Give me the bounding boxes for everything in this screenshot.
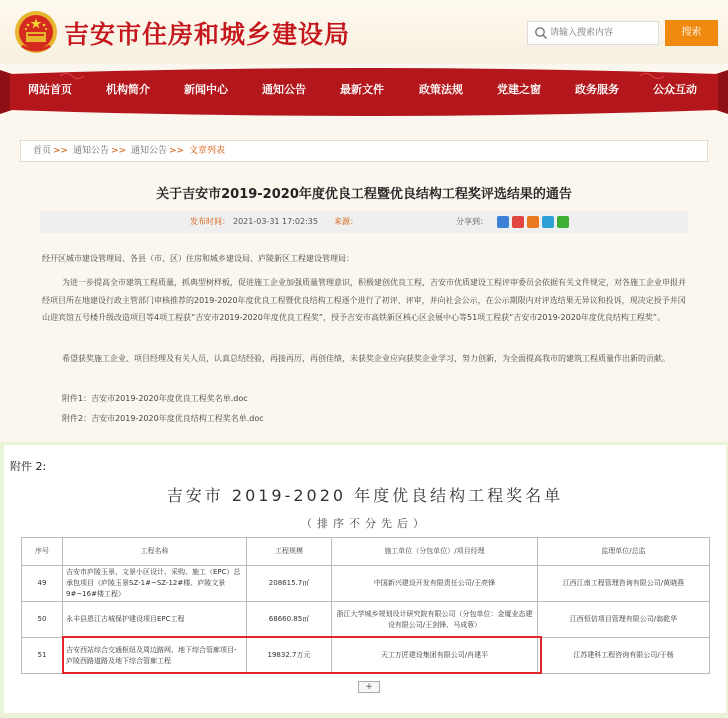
breadcrumb-separator: >> bbox=[111, 146, 127, 156]
cell-supervisor: 江西江南工程管理咨询有限公司/黄晓燕 bbox=[538, 566, 710, 602]
cell-builder: 天工万匠建设集团有限公司/肖建平 bbox=[332, 638, 538, 674]
cell-no: 49 bbox=[22, 566, 63, 602]
nav-item-latest-files[interactable]: 最新文件 bbox=[340, 83, 384, 96]
share-label: 分享到： bbox=[456, 217, 488, 226]
wechat-icon[interactable] bbox=[557, 216, 569, 228]
breadcrumb-separator: >> bbox=[53, 146, 69, 156]
nav-item-news[interactable]: 新闻中心 bbox=[184, 83, 228, 96]
nav-item-policies[interactable]: 政策法规 bbox=[419, 83, 463, 96]
attachment-link-2[interactable]: 附件2：吉安市2019-2020年度优良结构工程奖名单.doc bbox=[62, 414, 264, 423]
cell-scale: 68660.85㎡ bbox=[247, 602, 332, 638]
cell-supervisor: 江西恒信项目管理有限公司/翁乾华 bbox=[538, 602, 710, 638]
breadcrumb-separator: >> bbox=[168, 146, 185, 156]
table-row bbox=[22, 602, 710, 638]
document-subtitle: （排序不分先后） bbox=[301, 517, 429, 530]
search-input[interactable] bbox=[550, 24, 656, 42]
site-title: 吉安市住房和城乡建设局 bbox=[64, 20, 351, 49]
search-box[interactable] bbox=[527, 21, 659, 45]
column-header: 监理单位/总监 bbox=[538, 538, 710, 566]
breadcrumb-notices[interactable]: 通知公告 bbox=[72, 146, 109, 156]
table-header-row bbox=[22, 538, 710, 566]
column-header: 序号 bbox=[22, 538, 63, 566]
nav-item-public-interaction[interactable]: 公众互动 bbox=[653, 83, 697, 96]
column-header: 工程名称 bbox=[63, 538, 247, 566]
table-row bbox=[22, 566, 710, 602]
cell-scale: 208615.7㎡ bbox=[247, 566, 332, 602]
nav-item-home[interactable]: 网站首页 bbox=[28, 83, 72, 96]
document-title: 吉安市 2019-2020 年度优良结构工程奖名单 bbox=[166, 486, 564, 505]
weibo-icon[interactable] bbox=[512, 216, 524, 228]
main-nav bbox=[0, 64, 728, 119]
cell-project-name: 永丰县恩江古城保护建设项目EPC工程 bbox=[63, 602, 247, 638]
search-button[interactable]: 搜索 bbox=[665, 20, 718, 46]
cell-no: 51 bbox=[22, 638, 63, 674]
publish-date-label: 发布时间： bbox=[190, 217, 230, 226]
renren-icon[interactable] bbox=[527, 216, 539, 228]
column-header: 工程规模 bbox=[247, 538, 332, 566]
tencent-weibo-icon[interactable] bbox=[542, 216, 554, 228]
article-meta-bar bbox=[40, 211, 688, 233]
nav-item-about[interactable]: 机构简介 bbox=[106, 83, 150, 96]
cell-builder: 浙江大学城乡规划设计研究院有限公司（分包单位：金厦业态建设有限公司/王剑锋、马成蓉） bbox=[332, 602, 538, 638]
article-paragraph: 为进一步提高全市建筑工程质量，抓典型树样板，促进施工企业加强质量管理意识，积极建创优良工程，吉安市优质建设工程评审委员会依据有关文件规定，对各施工企业申报并经项目所在地建设行政主管部门审核推荐的2019-2020年度优良工程暨优良结构工程逐个进行了初评、评审，并向社会公示，在公示期限内对评选结果无异议和投诉，现决定授予井冈山迎宾馆五号楼升级改造项目等4项工程获“吉安市2019-2020年度优良工程奖”，授予吉安市高铁新区核心区会展中心等51项工程获“吉安市2019-2020年度优良结构工程奖”。 bbox=[42, 278, 686, 322]
nav-item-notices[interactable]: 通知公告 bbox=[262, 83, 306, 96]
cell-project-name: 吉安西站综合交通枢纽及周边路网、地下综合管廊项目-庐陵西路道路及地下综合管廊工程 bbox=[63, 638, 247, 674]
column-header: 施工单位（分包单位）/项目经理 bbox=[332, 538, 538, 566]
nav-item-party-building[interactable]: 党建之窗 bbox=[497, 83, 541, 96]
attachment-link-1[interactable]: 附件1：吉安市2019-2020年度优良工程奖名单.doc bbox=[62, 394, 248, 403]
nav-item-gov-services[interactable]: 政务服务 bbox=[575, 83, 619, 96]
search-icon bbox=[534, 26, 548, 40]
breadcrumb-home[interactable]: 首页 bbox=[33, 146, 52, 156]
cell-scale: 19832.7万元 bbox=[247, 638, 332, 674]
article-paragraph: 希望获奖施工企业、项目经理及有关人员，认真总结经验，再接再厉，再创佳绩，未获奖企业应向获奖企业学习，努力创新，为全面提高我市的建筑工程质量作出新的贡献。 bbox=[62, 354, 670, 363]
cell-supervisor: 江苏建科工程咨询有限公司/于杨 bbox=[538, 638, 710, 674]
cell-no: 50 bbox=[22, 602, 63, 638]
qzone-icon[interactable] bbox=[497, 216, 509, 228]
document-viewer bbox=[4, 445, 726, 713]
national-emblem-icon bbox=[14, 10, 58, 54]
add-row-button[interactable]: + bbox=[358, 681, 380, 693]
cell-project-name: 吉安市庐陵玉景、文景小区设计、采购、施工（EPC）总承包项目（庐陵玉景SZ-1#~SZ-12#楼、庐陵文景9#~16#楼工程） bbox=[63, 566, 247, 602]
article-title: 关于吉安市2019-2020年度优良工程暨优良结构工程奖评选结果的通告 bbox=[156, 187, 572, 202]
award-table bbox=[21, 537, 710, 674]
breadcrumb-notices-sub[interactable]: 通知公告 bbox=[130, 146, 167, 156]
publish-date: 2021-03-31 17:02:35 bbox=[233, 217, 318, 226]
breadcrumb bbox=[20, 140, 708, 162]
breadcrumb-current: 文章列表 bbox=[188, 146, 225, 156]
article-salutation: 经开区城市建设管理局、各县（市、区）住房和城乡建设局、庐陵新区工程建设管理局： bbox=[42, 254, 354, 263]
source-label: 来源： bbox=[334, 217, 358, 226]
site-header bbox=[0, 0, 728, 64]
cell-builder: 中国新兴建设开发有限责任公司/王亮锋 bbox=[332, 566, 538, 602]
table-row bbox=[22, 638, 710, 674]
attachment-label: 附件 2: bbox=[10, 460, 47, 473]
